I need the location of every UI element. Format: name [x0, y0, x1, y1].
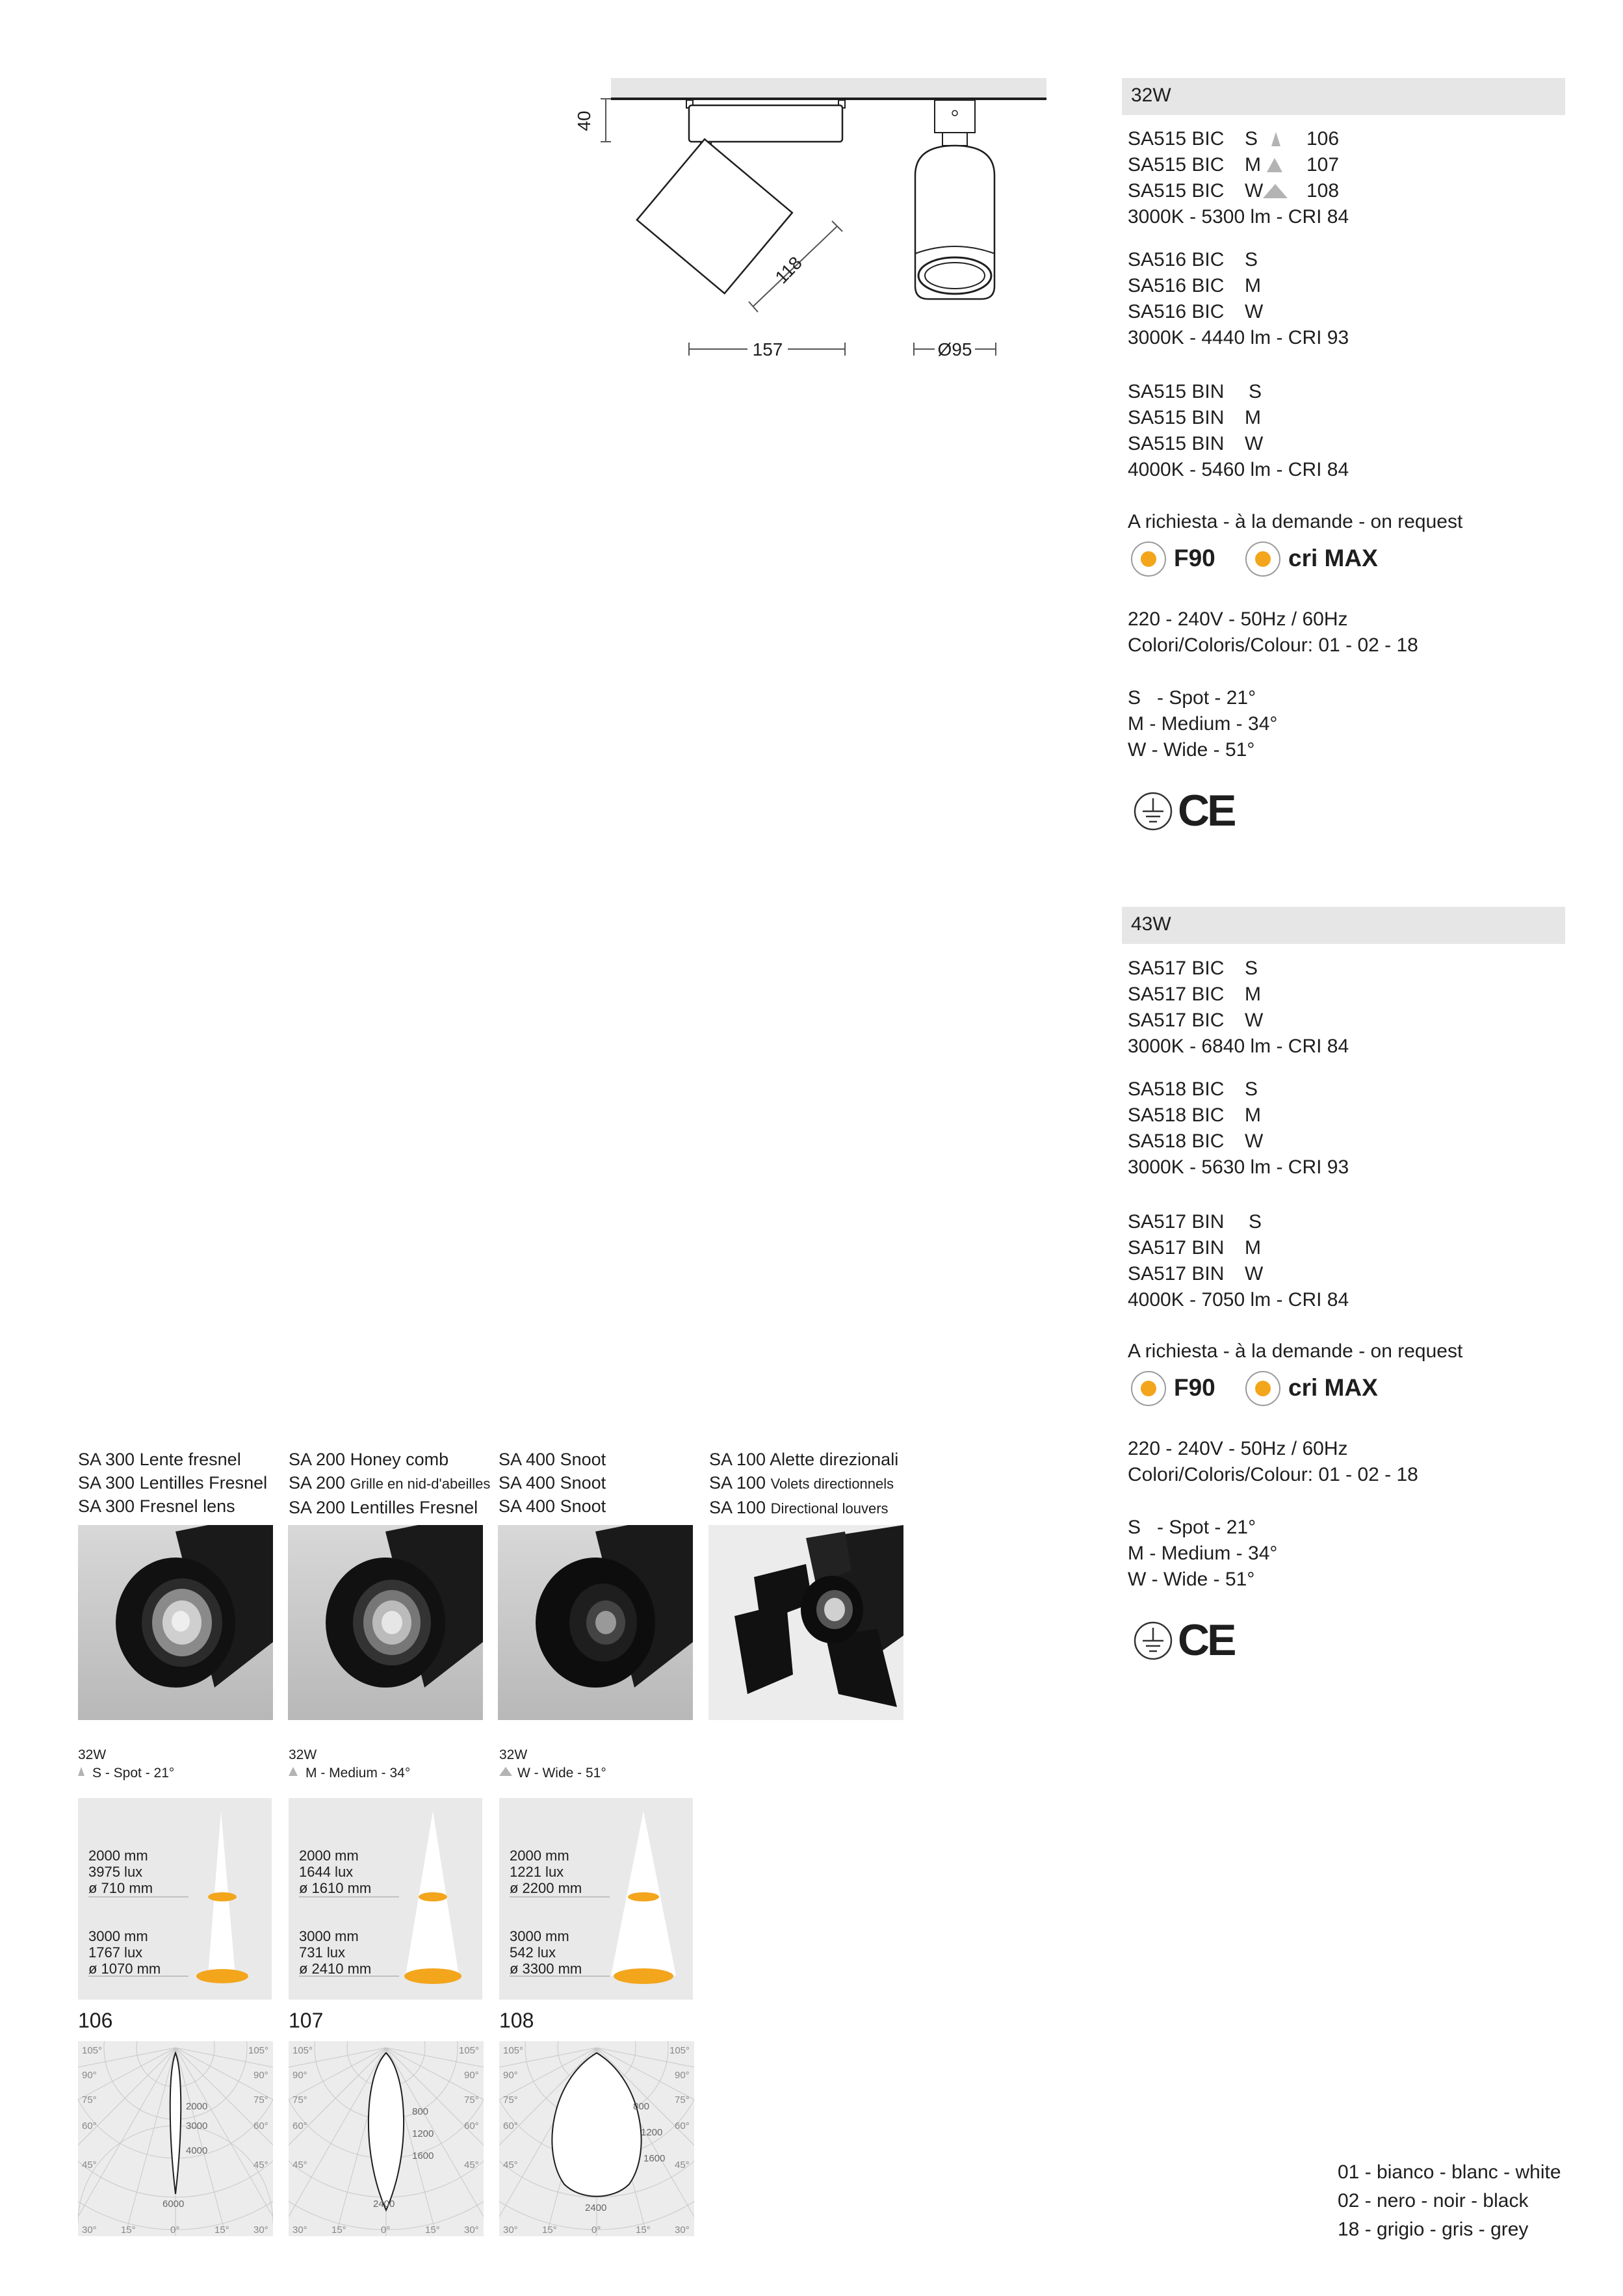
on-request-label: A richiesta - à la demande - on request: [1128, 1340, 1463, 1362]
f90-option-icon: [1131, 1371, 1166, 1406]
polar-diagram-106: 105° 105° 90° 90° 75° 75° 60° 60° 45° 45° 30° 15° 0° 15° 30° 2000 3000 4000 6000: [78, 2041, 273, 2236]
voltage-text: 220 - 240V - 50Hz / 60Hz: [1128, 608, 1348, 630]
beam-cone-diagram-spot: 2000 mm 3975 lux ø 710 mm 3000 mm 1767 lux ø 1070 mm: [78, 1798, 272, 2000]
cone-power-label: 32W: [78, 1747, 107, 1762]
beam-wide-text: W - Wide - 51°: [1128, 739, 1255, 761]
cone-beam-label: M - Medium - 34°: [289, 1766, 410, 1781]
colours-text: Colori/Coloris/Colour: 01 - 02 - 18: [1128, 1464, 1418, 1485]
colour-legend: [1338, 2158, 1561, 2244]
cri-max-option-icon: [1245, 541, 1280, 577]
dim-95-label: Ø95: [937, 339, 972, 359]
colour-legend-item: 02 - nero - noir - black: [1338, 2190, 1529, 2211]
colour-legend-item: 18 - grigio - gris - grey: [1338, 2219, 1529, 2240]
cri-max-option-label: cri MAX: [1288, 1374, 1378, 1401]
beam-medium-triangle-icon: [1267, 158, 1282, 172]
beam-cone-diagram-medium: 2000 mm 1644 lux ø 1610 mm 3000 mm 731 lux ø 2410 mm: [289, 1798, 482, 2000]
polar-diagram-108: 105° 105° 90° 90° 75° 75° 60° 60° 45° 45° 30° 15° 0° 15° 30° 800 1200 1600 2400: [499, 2041, 694, 2236]
beam-spot-triangle-icon: [1271, 132, 1280, 146]
colours-text: Colori/Coloris/Colour: 01 - 02 - 18: [1128, 634, 1418, 656]
honeycomb-grille-photo: [288, 1525, 483, 1720]
photometric-code-107: 107: [289, 2009, 324, 2032]
section-header-43w: 43W: [1122, 907, 1565, 944]
f90-option-label: F90: [1174, 545, 1215, 571]
beam-cone-diagram-wide: 2000 mm 1221 lux ø 2200 mm 3000 mm 542 lux ø 3300 mm: [499, 1798, 693, 2000]
f90-option-label: F90: [1174, 1374, 1215, 1401]
beam-wide-text: W - Wide - 51°: [1128, 1569, 1255, 1590]
beam-medium-text: M - Medium - 34°: [1128, 713, 1278, 735]
dim-118-label: 118: [771, 252, 806, 288]
accessory-label-snoot: SA 400 Snoot SA 400 Snoot SA 400 Snoot: [499, 1450, 606, 1516]
beam-spot-text: S - Spot - 21°: [1128, 687, 1256, 709]
cri-max-option-label: cri MAX: [1288, 545, 1378, 571]
colour-legend-item: 01 - bianco - blanc - white: [1338, 2161, 1561, 2183]
f90-option-icon: [1131, 541, 1166, 577]
dim-157-label: 157: [752, 339, 783, 359]
section-header-32w: 32W: [1122, 78, 1565, 115]
fresnel-lens-photo: [78, 1525, 273, 1720]
ce-mark: CE: [1178, 1615, 1234, 1665]
beam-spot-triangle-icon: [78, 1767, 84, 1776]
beam-medium-text: M - Medium - 34°: [1128, 1543, 1278, 1564]
cone-beam-label: S - Spot - 21°: [78, 1766, 174, 1781]
accessory-label-louvers: SA 100 Alette direzionali SA 100 Volets directionnels SA 100 Directional louvers: [709, 1450, 899, 1517]
accessory-label-fresnel: SA 300 Lente fresnel SA 300 Lentilles Fresnel SA 300 Fresnel lens: [78, 1450, 268, 1516]
earth-ground-icon: [1132, 1620, 1174, 1662]
cone-power-label: 32W: [499, 1747, 528, 1762]
on-request-label: A richiesta - à la demande - on request: [1128, 511, 1463, 532]
dim-40-label: 40: [574, 111, 594, 131]
cri-max-option-icon: [1245, 1371, 1280, 1406]
earth-ground-icon: [1132, 790, 1174, 832]
beam-wide-triangle-icon: [499, 1767, 512, 1776]
voltage-text: 220 - 240V - 50Hz / 60Hz: [1128, 1438, 1348, 1459]
accessory-label-honeycomb: SA 200 Honey comb SA 200 Grille en nid-d'abeilles SA 200 Lentilles Fresnel: [289, 1450, 491, 1517]
photometric-code-108: 108: [499, 2009, 534, 2032]
snoot-photo: [498, 1525, 693, 1720]
beam-wide-triangle-icon: [1263, 184, 1288, 198]
polar-diagram-107: 105° 105° 90° 90° 75° 75° 60° 60° 45° 45° 30° 15° 0° 15° 30° 800 1200 1600 2400: [289, 2041, 484, 2236]
directional-louvers-photo: [708, 1525, 903, 1720]
ce-mark: CE: [1178, 786, 1234, 835]
photometric-code-106: 106: [78, 2009, 113, 2032]
beam-spot-text: S - Spot - 21°: [1128, 1517, 1256, 1538]
beam-medium-triangle-icon: [289, 1767, 298, 1776]
cone-beam-label: W - Wide - 51°: [499, 1766, 606, 1781]
cone-power-label: 32W: [289, 1747, 317, 1762]
technical-drawing: [559, 65, 1066, 377]
